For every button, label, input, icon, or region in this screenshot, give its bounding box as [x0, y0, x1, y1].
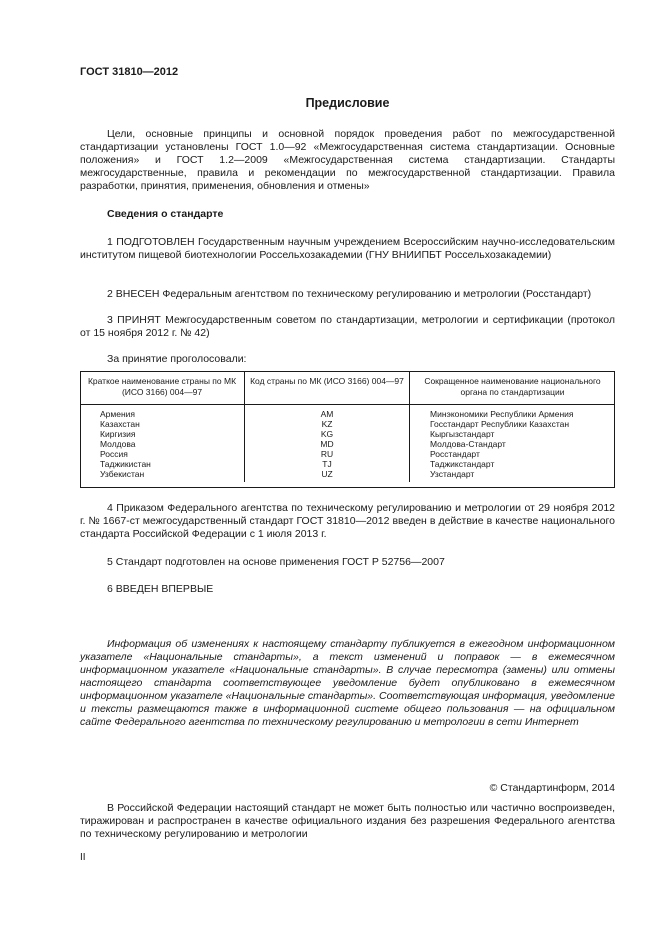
item-4-order: 4 Приказом Федерального агентства по техническому регулированию и метрологии от 29 ноября 2012 г. № 1667-ст межгосударственный стандарт ГОСТ 31810—2012 введен в действие в качестве национального стандарта Российской Федерации с 1 июля 2013 г.	[80, 502, 615, 540]
intro-paragraph: Цели, основные принципы и основной порядок проведения работ по межгосударственной стандартизации установлены ГОСТ 1.0—92 «Межгосударственная система стандартизации. Основные положения» и ГОСТ 1.2—2009 «Межгосударственная система стандартизации. Стандарты межгосударственные, правила и рекомендации по межгосударственной стандартизации. Правила разработки, принятия, применения, обновления и отмены»	[80, 128, 615, 192]
standard-code-header: ГОСТ 31810—2012	[80, 66, 179, 78]
standards-body: Молдова-Стандарт	[430, 439, 506, 449]
country-name: Казахстан	[80, 419, 245, 429]
amendments-info-notice: Информация об изменениях к настоящему стандарту публикуется в ежегодном информационном указателе «Национальные стандарты», а текст изменений и поправок — в ежемесячном информационном указателе «Национальные стандарты». В случае пересмотра (замены) или отмены настоящего стандарта соответствующее уведомление будет опубликовано в ежемесячном информационном указателе «Национальные стандарты». Соответствующая информация, уведомление и тексты размещаются также в информационной системе общего пользования — на официальном сайте Федерального агентства по техническому регулированию и метрологии в сети Интернет	[80, 638, 615, 728]
reproduction-notice: В Российской Федерации настоящий стандарт не может быть полностью или частично воспроизведен, тиражирован и распространен в качестве официального издания без разрешения Федерального агентства по техническому регулированию и метрологии	[80, 802, 615, 840]
table-row	[80, 429, 615, 439]
table-row	[80, 469, 615, 482]
item-1-prepared: 1 ПОДГОТОВЛЕН Государственным научным учреждением Всероссийским научно-исследовательским институтом пищевой биотехнологии Россельхозакадемии (ГНУ ВНИИПБТ Россельхозакадемии)	[80, 236, 615, 261]
country-code: AM	[245, 405, 410, 420]
item-3-adopted: 3 ПРИНЯТ Межгосударственным советом по стандартизации, метрологии и сертификации (протокол от 15 ноября 2012 г. № 42)	[80, 314, 615, 339]
country-name: Таджикистан	[80, 459, 245, 469]
country-code: KG	[245, 429, 410, 439]
country-code: UZ	[245, 469, 410, 482]
standards-body: Росстандарт	[430, 449, 480, 459]
country-name: Россия	[80, 449, 245, 459]
copyright-notice: © Стандартинформ, 2014	[489, 782, 615, 794]
country-name: Молдова	[80, 439, 245, 449]
table-row	[80, 419, 615, 429]
country-code: MD	[245, 439, 410, 449]
country-code: KZ	[245, 419, 410, 429]
item-5-basis: 5 Стандарт подготовлен на основе применения ГОСТ Р 52756—2007	[107, 556, 445, 568]
table-header-row	[80, 371, 615, 405]
page-number: II	[80, 852, 86, 863]
country-code: TJ	[245, 459, 410, 469]
page-title: Предисловие	[305, 96, 390, 110]
standards-body: Госстандарт Республики Казахстан	[430, 419, 570, 429]
column-header-country: Краткое наименование страны по МК (ИСО 3166) 004—97	[80, 371, 245, 405]
standards-body: Минэкономики Республики Армения	[430, 409, 574, 419]
table-row	[80, 449, 615, 459]
vote-intro: За принятие проголосовали:	[107, 353, 247, 365]
standards-body: Кыргызстандарт	[430, 429, 495, 439]
country-code: RU	[245, 449, 410, 459]
standards-body: Узстандарт	[430, 469, 475, 479]
item-6-introduced: 6 ВВЕДЕН ВПЕРВЫЕ	[107, 583, 214, 595]
table-row	[80, 405, 615, 420]
table-row	[80, 439, 615, 449]
voting-table	[80, 371, 615, 482]
info-heading: Сведения о стандарте	[107, 208, 224, 220]
country-name: Киргизия	[80, 429, 245, 439]
item-2-submitted: 2 ВНЕСЕН Федеральным агентством по техническому регулированию и метрологии (Росстандарт)	[107, 288, 592, 300]
column-header-code: Код страны по МК (ИСО 3166) 004—97	[245, 371, 410, 405]
standards-body: Таджикстандарт	[430, 459, 495, 469]
table-row	[80, 459, 615, 469]
country-name: Армения	[80, 405, 245, 420]
column-header-organ: Сокращенное наименование национального органа по стандартизации	[410, 371, 616, 405]
country-name: Узбекистан	[80, 469, 245, 482]
